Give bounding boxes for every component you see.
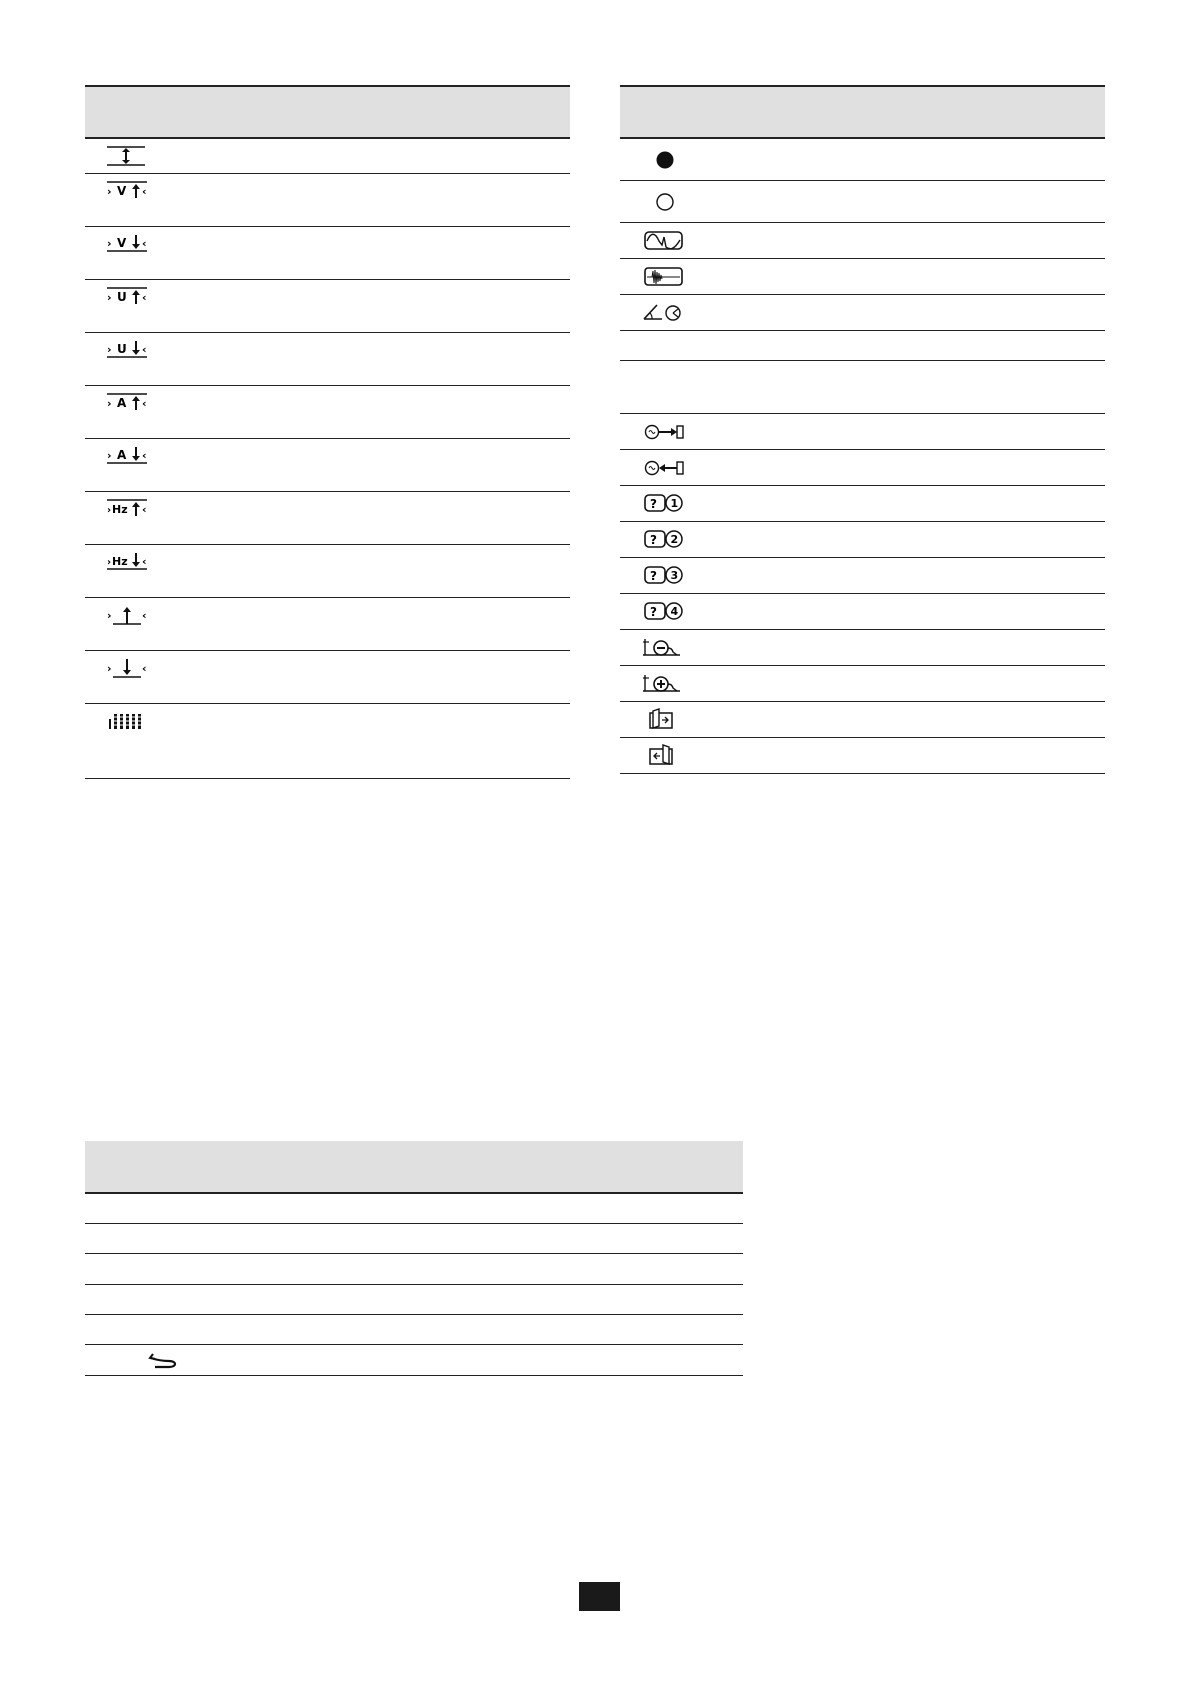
table-row xyxy=(85,227,570,280)
svg-text:?: ? xyxy=(650,533,657,547)
svg-text:V: V xyxy=(117,236,127,250)
current-lower-threshold-icon xyxy=(107,446,149,464)
table-row xyxy=(85,1315,743,1345)
filled-circle-icon xyxy=(655,150,675,170)
harmonics-bars-icon xyxy=(107,713,149,731)
right-table-header xyxy=(620,87,1105,139)
table-row xyxy=(620,738,1105,774)
table-row xyxy=(620,139,1105,181)
table-row xyxy=(85,1224,743,1254)
table-row xyxy=(620,702,1105,738)
svg-text:›: › xyxy=(107,557,112,568)
table-row xyxy=(620,486,1105,522)
table-row xyxy=(620,223,1105,259)
table-row xyxy=(620,558,1105,594)
table-row xyxy=(85,704,570,779)
frequency-upper-threshold-icon xyxy=(107,499,149,517)
svg-text:Hz: Hz xyxy=(112,555,128,568)
return-arrow-icon xyxy=(147,1351,181,1369)
table-row xyxy=(85,1285,743,1315)
table-row xyxy=(620,331,1105,361)
svg-text:U: U xyxy=(117,342,127,356)
table-row xyxy=(85,386,570,439)
svg-text:?: ? xyxy=(650,497,657,511)
left-icon-table xyxy=(85,85,570,779)
energy-consumed-icon xyxy=(644,422,686,442)
table-row xyxy=(85,139,570,174)
page-forward-icon xyxy=(649,708,677,730)
svg-text:‹: ‹ xyxy=(142,291,147,304)
svg-text:›: › xyxy=(107,505,112,516)
svg-text:3: 3 xyxy=(670,569,679,582)
voltage-lower-threshold-icon xyxy=(107,234,149,252)
table-row xyxy=(620,414,1105,450)
vertical-double-arrow-icon xyxy=(107,146,147,166)
svg-text:›: › xyxy=(107,449,112,462)
svg-text:2: 2 xyxy=(670,533,679,546)
svg-text:‹: ‹ xyxy=(142,343,147,356)
table-row xyxy=(620,522,1105,558)
svg-text:A: A xyxy=(117,396,127,410)
table-row xyxy=(85,492,570,545)
table-row xyxy=(85,439,570,492)
zoom-out-icon xyxy=(642,637,684,659)
empty-circle-icon xyxy=(655,192,675,212)
table-row xyxy=(620,361,1105,414)
table-row xyxy=(85,1345,743,1376)
svg-text:›: › xyxy=(107,237,112,250)
left-table-header xyxy=(85,87,570,139)
svg-text:A: A xyxy=(117,448,127,462)
svg-text:‹: ‹ xyxy=(142,662,147,675)
quadrant-4-icon xyxy=(644,601,686,621)
table-row xyxy=(620,450,1105,486)
waveform-capture-icon xyxy=(644,231,684,251)
svg-text:U: U xyxy=(117,290,127,304)
voltage-upper-threshold-icon xyxy=(107,181,149,199)
svg-text:?: ? xyxy=(650,569,657,583)
table-row xyxy=(85,651,570,704)
table-row xyxy=(620,295,1105,331)
svg-text:›: › xyxy=(107,397,112,410)
svg-text:‹: ‹ xyxy=(142,609,147,622)
table-row xyxy=(85,545,570,598)
quadrant-2-icon xyxy=(644,529,686,549)
svg-text:V: V xyxy=(117,184,127,198)
svg-text:1: 1 xyxy=(670,497,679,510)
table-row xyxy=(85,1194,743,1224)
zoom-in-icon xyxy=(642,673,684,695)
bottom-table xyxy=(85,1141,743,1376)
svg-text:Hz: Hz xyxy=(112,503,128,516)
table-row xyxy=(620,630,1105,666)
table-row xyxy=(85,1254,743,1285)
table-row xyxy=(620,181,1105,223)
page-back-icon xyxy=(649,744,677,766)
table-row xyxy=(85,280,570,333)
svg-text:›: › xyxy=(107,609,112,622)
bottom-table-header xyxy=(85,1141,743,1194)
svg-text:›: › xyxy=(107,291,112,304)
table-row xyxy=(620,666,1105,702)
right-icon-table xyxy=(620,85,1105,774)
quadrant-3-icon xyxy=(644,565,686,585)
phase-voltage-lower-threshold-icon xyxy=(107,340,149,358)
svg-text:›: › xyxy=(107,185,112,198)
phasor-angle-icon xyxy=(642,302,684,322)
svg-text:‹: ‹ xyxy=(142,503,147,516)
generic-upper-threshold-icon xyxy=(107,605,149,625)
table-row xyxy=(620,594,1105,630)
transient-capture-icon xyxy=(644,267,684,287)
table-row xyxy=(85,333,570,386)
svg-text:›: › xyxy=(107,343,112,356)
svg-text:‹: ‹ xyxy=(142,449,147,462)
svg-text:?: ? xyxy=(650,605,657,619)
energy-generated-icon xyxy=(644,458,686,478)
quadrant-1-icon xyxy=(644,493,686,513)
phase-voltage-upper-threshold-icon xyxy=(107,287,149,305)
svg-text:‹: ‹ xyxy=(142,397,147,410)
svg-text:›: › xyxy=(107,662,112,675)
svg-text:‹: ‹ xyxy=(142,237,147,250)
frequency-lower-threshold-icon xyxy=(107,552,149,570)
svg-text:4: 4 xyxy=(670,605,679,618)
page-number-badge xyxy=(579,1582,620,1611)
table-row xyxy=(85,174,570,227)
current-upper-threshold-icon xyxy=(107,393,149,411)
svg-text:‹: ‹ xyxy=(142,555,147,568)
table-row xyxy=(620,259,1105,295)
svg-text:‹: ‹ xyxy=(142,185,147,198)
table-row xyxy=(85,598,570,651)
generic-lower-threshold-icon xyxy=(107,658,149,678)
